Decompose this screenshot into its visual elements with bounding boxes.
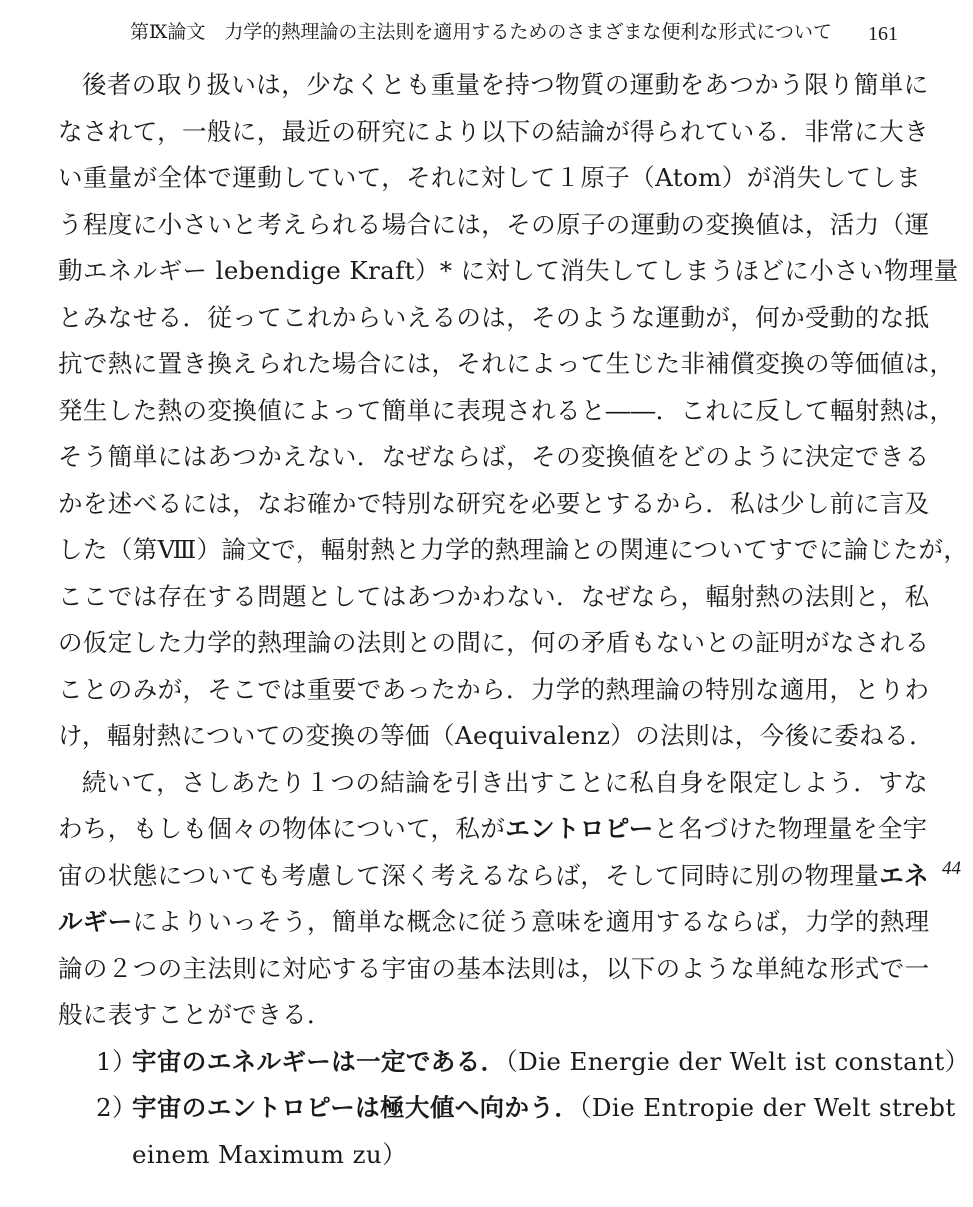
term-energy-part1: エネ (879, 860, 930, 890)
text-run: によりいっそう，簡単な概念に従う意味を適用するならば，力学的熱理 (132, 907, 930, 936)
law-text: 宇宙のエネルギーは一定である． (132, 1046, 506, 1076)
list-number: 1） (96, 1046, 137, 1076)
law-german: （Die Energie der Welt ist constant） (505, 1046, 970, 1076)
text-line: 続いて，さしあたり１つの結論を引き出すことに私自身を限定しよう．すな (82, 767, 929, 797)
law-list (58, 1039, 970, 1179)
text-run: 宙の状態についても考慮して深く考えるならば，そして同時に別の物理量 (58, 860, 880, 890)
text-line: とみなせる．従ってこれからいえるのは，そのような運動が，何か受動的な抵 (58, 302, 930, 332)
text-line: い重量が全体で運動していて，それに対して１原子（Atom）が消失してしま (58, 163, 921, 192)
list-item (96, 1039, 970, 1086)
text-line: そう簡単にはあつかえない．なぜならば，その変換値をどのように決定できる (58, 442, 930, 471)
text-line: なされて，一般に，最近の研究により以下の結論が得られている．非常に大き (58, 116, 930, 146)
list-number: 2） (96, 1093, 137, 1122)
list-item-continuation: einem Maximum zu） (132, 1139, 407, 1169)
running-header (130, 18, 910, 46)
text-line: した（第Ⅷ）論文で，輻射熱と力学的熱理論との関連についてすでに論じたが， (58, 535, 969, 564)
term-energy-part2: ルギー (58, 907, 133, 936)
text-line (58, 899, 930, 946)
text-line: け，輻射熱についての変換の等価（Aequivalenz）の法則は，今後に委ねる． (58, 721, 934, 750)
text-line (58, 806, 928, 853)
text-line: 般に表すことができる． (58, 1000, 332, 1029)
text-line: 動エネルギー lebendige Kraft）* に対して消失してしまうほどに小さい物理量 (58, 256, 959, 285)
text-line: ここでは存在する問題としてはあつかわない．なぜなら，輻射熱の法則と，私 (58, 581, 930, 611)
text-line: う程度に小さいと考えられる場合には，その原子の運動の変換値は，活力（運 (58, 209, 930, 239)
page-number: 161 (868, 23, 898, 45)
text-run: わち，もしも個々の物体について，私が (58, 814, 506, 843)
text-line: かを述べるには，なお確かで特別な研究を必要とするから．私は少し前に言及 (58, 488, 930, 518)
law-text: 宇宙のエントロピーは極大値へ向かう． (132, 1093, 580, 1122)
chapter-title: 第Ⅸ論文 力学的熱理論の主法則を適用するためのさまざまな便利な形式について (130, 21, 832, 43)
text-line (58, 853, 930, 900)
list-item (96, 1085, 956, 1132)
text-run: と名づけた物理量を全宇 (653, 814, 928, 843)
text-line: の仮定した力学的熱理論の法則との間に，何の矛盾もないとの証明がなされる (58, 628, 930, 657)
text-line: 発生した熱の変換値によって簡単に表現されると――．これに反して輻射熱は， (58, 395, 955, 425)
law-german: （Die Entropie der Welt strebt (579, 1093, 956, 1122)
text-line: 後者の取り扱いは，少なくとも重量を持つ物質の運動をあつかう限り簡単に (82, 70, 929, 99)
text-line: 抗で熱に置き換えられた場合には，それによって生じた非補償変換の等価値は， (58, 349, 955, 378)
margin-page-reference: 44 (942, 858, 961, 879)
term-entropy: エントロピー (505, 814, 654, 843)
text-line: 論の２つの主法則に対応する宇宙の基本法則は，以下のような単純な形式で一 (58, 953, 930, 983)
text-line: ことのみが，そこでは重要であったから．力学的熱理論の特別な適用，とりわ (58, 674, 930, 704)
